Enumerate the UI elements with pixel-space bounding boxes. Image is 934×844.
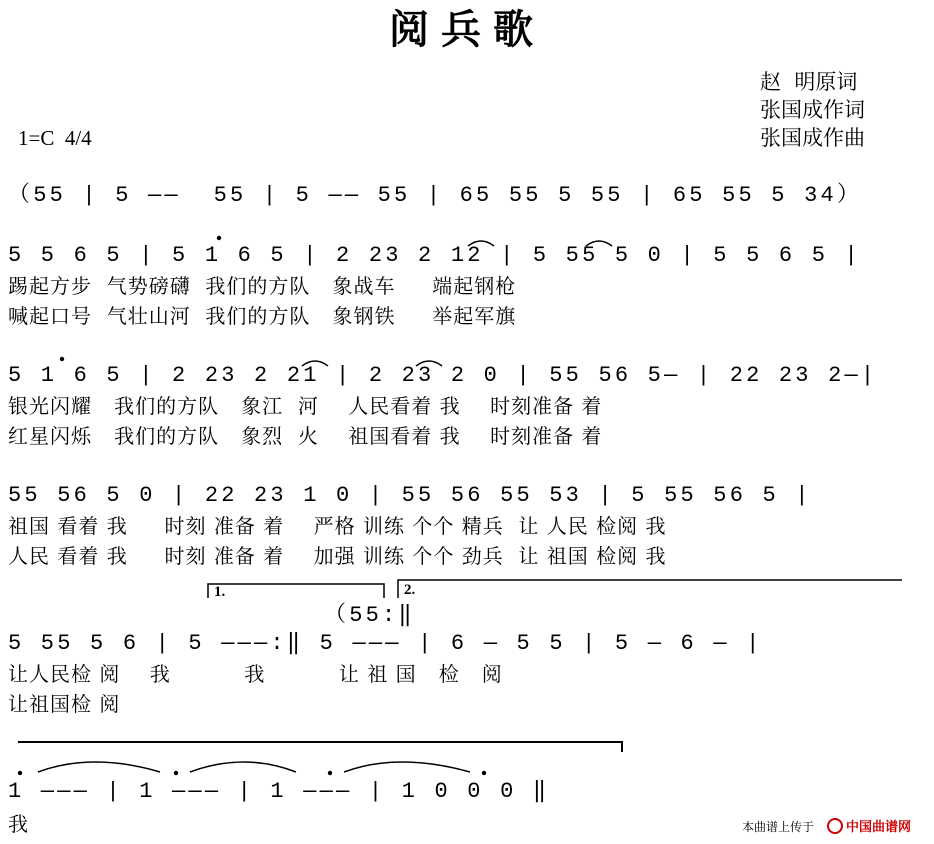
- octave-dot: [174, 771, 178, 775]
- system-3-notation: 5 1 6 5 | 2 23 2 21 | 2 23 2 0 | 55 56 5— | 22 23 2—|: [8, 363, 878, 388]
- coda-bracket: [18, 742, 622, 752]
- site-logo: [826, 816, 926, 836]
- octave-dot: [328, 771, 332, 775]
- credit-original-lyricist: 赵 明原词: [760, 70, 858, 94]
- svg-text:中国曲谱网: 中国曲谱网: [846, 820, 912, 835]
- tie-mark: [416, 361, 442, 366]
- tie-mark: [586, 241, 612, 246]
- system-5-notation: 5 55 5 6 | 5 ———:‖ 5 ——— | 6 — 5 5 | 5 — 6 — |: [8, 631, 763, 656]
- tie-mark: [190, 762, 296, 772]
- credit-lyricist: 张国成作词: [760, 98, 865, 122]
- second-ending-label: 2.: [404, 582, 416, 598]
- first-ending-label: 1.: [214, 584, 226, 600]
- upload-credit-text: 本曲谱上传于: [742, 820, 815, 834]
- system-2-lyrics-verse-1: 踢起方步 气势磅礴 我们的方队 象战车 端起钢枪: [8, 274, 517, 298]
- key-signature: 1=C 4/4: [18, 126, 92, 150]
- credit-composer: 张国成作曲: [760, 126, 865, 150]
- system-4-notation: 55 56 5 0 | 22 23 1 0 | 55 56 55 53 | 5 55 56 5 |: [8, 483, 812, 508]
- system-2-lyrics-verse-2: 喊起口号 气壮山河 我们的方队 象钢铁 举起军旗: [8, 304, 517, 328]
- system-5-lyrics-verse-1: 让人民检 阅 我 我 让 祖 国 检 阅: [8, 662, 503, 686]
- system-2-notation: 5 5 6 5 | 5 1 6 5 | 2 23 2 12 | 5 55 5 0 | 5 5 6 5 |: [8, 243, 861, 268]
- tie-mark: [38, 762, 160, 772]
- tie-mark: [468, 241, 494, 246]
- song-title: 阅兵歌: [389, 7, 545, 53]
- system-6-notation: 1 ——— | 1 ——— | 1 ——— | 1 0 0 0 ‖: [8, 779, 550, 804]
- octave-dot: [18, 771, 22, 775]
- system-3-lyrics-verse-2: 红星闪烁 我们的方队 象烈 火 祖国看着 我 时刻准备 着: [8, 424, 603, 448]
- system-5-lyrics-verse-2: 让祖国检 阅: [8, 692, 121, 716]
- intro-notation: （55 | 5 —— 55 | 5 —— 55 | 65 55 5 55 | 65 55 5 34）: [8, 183, 863, 208]
- system-4-lyrics-verse-2: 人民 看着 我 时刻 准备 着 加强 训练 个个 劲兵 让 祖国 检阅 我: [8, 544, 667, 568]
- site-logo-icon: [826, 816, 926, 836]
- tie-mark: [302, 361, 328, 366]
- octave-dot: [217, 236, 221, 240]
- tie-mark: [344, 762, 470, 772]
- octave-dot: [60, 357, 64, 361]
- octave-dot: [482, 771, 486, 775]
- second-ending-bracket: [398, 580, 902, 598]
- system-3-lyrics-verse-1: 银光闪耀 我们的方队 象江 河 人民看着 我 时刻准备 着: [8, 394, 603, 418]
- first-ending-bracket: [208, 584, 384, 598]
- system-4-lyrics-verse-1: 祖国 看着 我 时刻 准备 着 严格 训练 个个 精兵 让 人民 检阅 我: [8, 514, 667, 538]
- system-6-lyrics: 我: [8, 812, 29, 836]
- repeat-pickup-notation: （55:‖: [324, 603, 415, 628]
